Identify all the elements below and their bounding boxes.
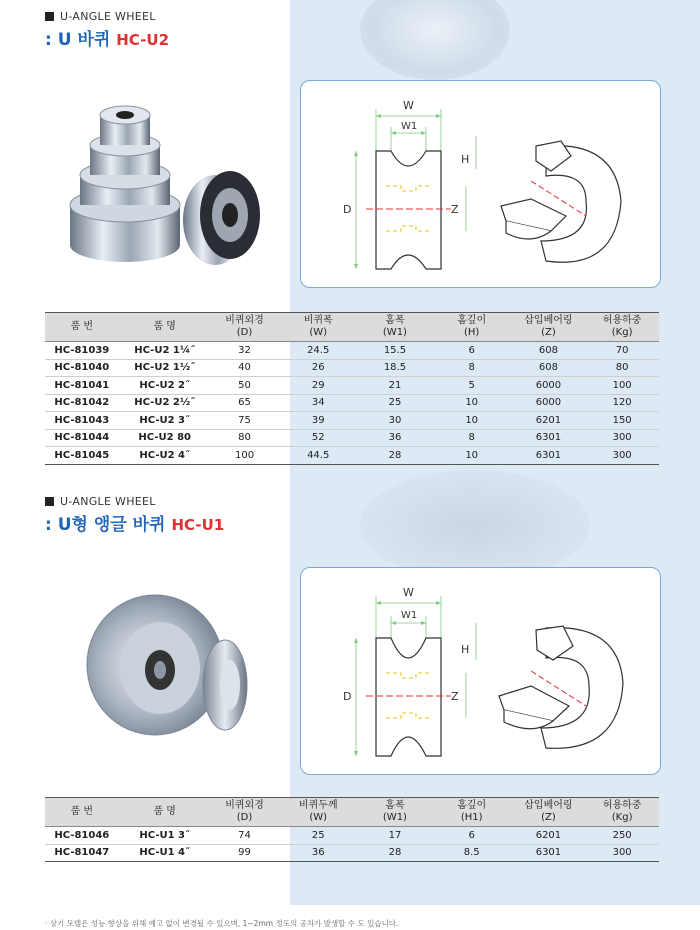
table-row: HC-81044 HC-U2 80 80 52 36 8 6301 300: [45, 429, 659, 447]
u1-col-thickness: 비퀴두께 (W): [278, 798, 358, 827]
u1-label-w1: W1: [401, 610, 418, 621]
u1-table-header-row: [45, 798, 659, 827]
u2-label-z: Z: [451, 203, 459, 216]
u2-dimension-drawing: [301, 81, 660, 287]
u1-col-name: 품 명: [119, 798, 211, 827]
square-bullet-icon: [45, 12, 54, 21]
u2-spec-table: [45, 312, 659, 465]
table-row: HC-81043 HC-U2 3˝ 75 39 30 10 6201 150: [45, 412, 659, 430]
u2-col-load: 허용하중 (Kg): [585, 313, 659, 342]
table-row: HC-81042 HC-U2 2½˝ 65 34 25 10 6000 120: [45, 394, 659, 412]
table-row: HC-81039 HC-U2 1¼˝ 32 24.5 15.5 6 608 70: [45, 342, 659, 360]
u1-label-z: Z: [451, 690, 459, 703]
u2-col-code: 품 번: [45, 313, 119, 342]
u2-col-groove-depth: 홈깊이 (H): [432, 313, 512, 342]
u1-col-groove-width: 홈폭 (W1): [358, 798, 432, 827]
u1-col-diameter: 비퀴외경 (D): [211, 798, 279, 827]
u2-col-diameter: 비퀴외경 (D): [211, 313, 279, 342]
u2-label-w1: W1: [401, 121, 418, 132]
u2-col-bearing: 삽입베어링 (Z): [512, 313, 586, 342]
u1-col-bearing: 삽입베어링 (Z): [512, 798, 586, 827]
u1-col-code: 품 번: [45, 798, 119, 827]
u1-dimension-diagram: [300, 567, 661, 775]
table-row: HC-81045 HC-U2 4˝ 100 44.5 28 10 6301 300: [45, 447, 659, 465]
u1-dimension-drawing: [301, 568, 660, 774]
u2-label-w: W: [403, 99, 414, 112]
section1-heading: [45, 10, 169, 50]
table-row: HC-81041 HC-U2 2˝ 50 29 21 5 6000 100: [45, 377, 659, 395]
square-bullet-icon: [45, 497, 54, 506]
table-row: HC-81047 HC-U1 4˝ 99 36 28 8.5 6301 300: [45, 844, 659, 862]
u2-table-header-row: [45, 313, 659, 342]
footnote: · 상기 모델은 성능 향상을 위해 예고 없이 변경될 수 있으며, 1~2mm 정도의 공차가 발생할 수 도 있습니다.: [45, 919, 399, 928]
u1-label-d: D: [343, 690, 352, 703]
u2-label-d: D: [343, 203, 352, 216]
u1-col-groove-depth: 홈깊이 (H1): [432, 798, 512, 827]
u2-col-groove-width: 홈폭 (W1): [358, 313, 432, 342]
u2-col-name: 품 명: [119, 313, 211, 342]
u1-label-h: H: [461, 643, 470, 656]
section1-kicker: U-ANGLE WHEEL: [60, 10, 156, 23]
u2-label-h: H: [461, 153, 470, 166]
u1-spec-table: [45, 797, 659, 862]
u2-col-width: 비퀴폭 (W): [278, 313, 358, 342]
u2-wheels-photo: [65, 95, 275, 270]
u2-dimension-diagram: [300, 80, 661, 288]
section2-code: HC-U1: [171, 516, 225, 534]
u1-wheels-photo: [70, 590, 260, 740]
section1-title: : U 바퀴: [45, 30, 111, 50]
u1-col-load: 허용하중 (Kg): [585, 798, 659, 827]
section2-heading: [45, 495, 224, 535]
table-row: HC-81040 HC-U2 1½˝ 40 26 18.5 8 608 80: [45, 359, 659, 377]
table-row: HC-81046 HC-U1 3˝ 74 25 17 6 6201 250: [45, 827, 659, 845]
section2-title: : U형 앵글 바퀴: [45, 515, 166, 535]
section1-code: HC-U2: [116, 31, 170, 49]
u1-label-w: W: [403, 586, 414, 599]
ghost-wheel-middle: [360, 470, 590, 580]
section2-kicker: U-ANGLE WHEEL: [60, 495, 156, 508]
